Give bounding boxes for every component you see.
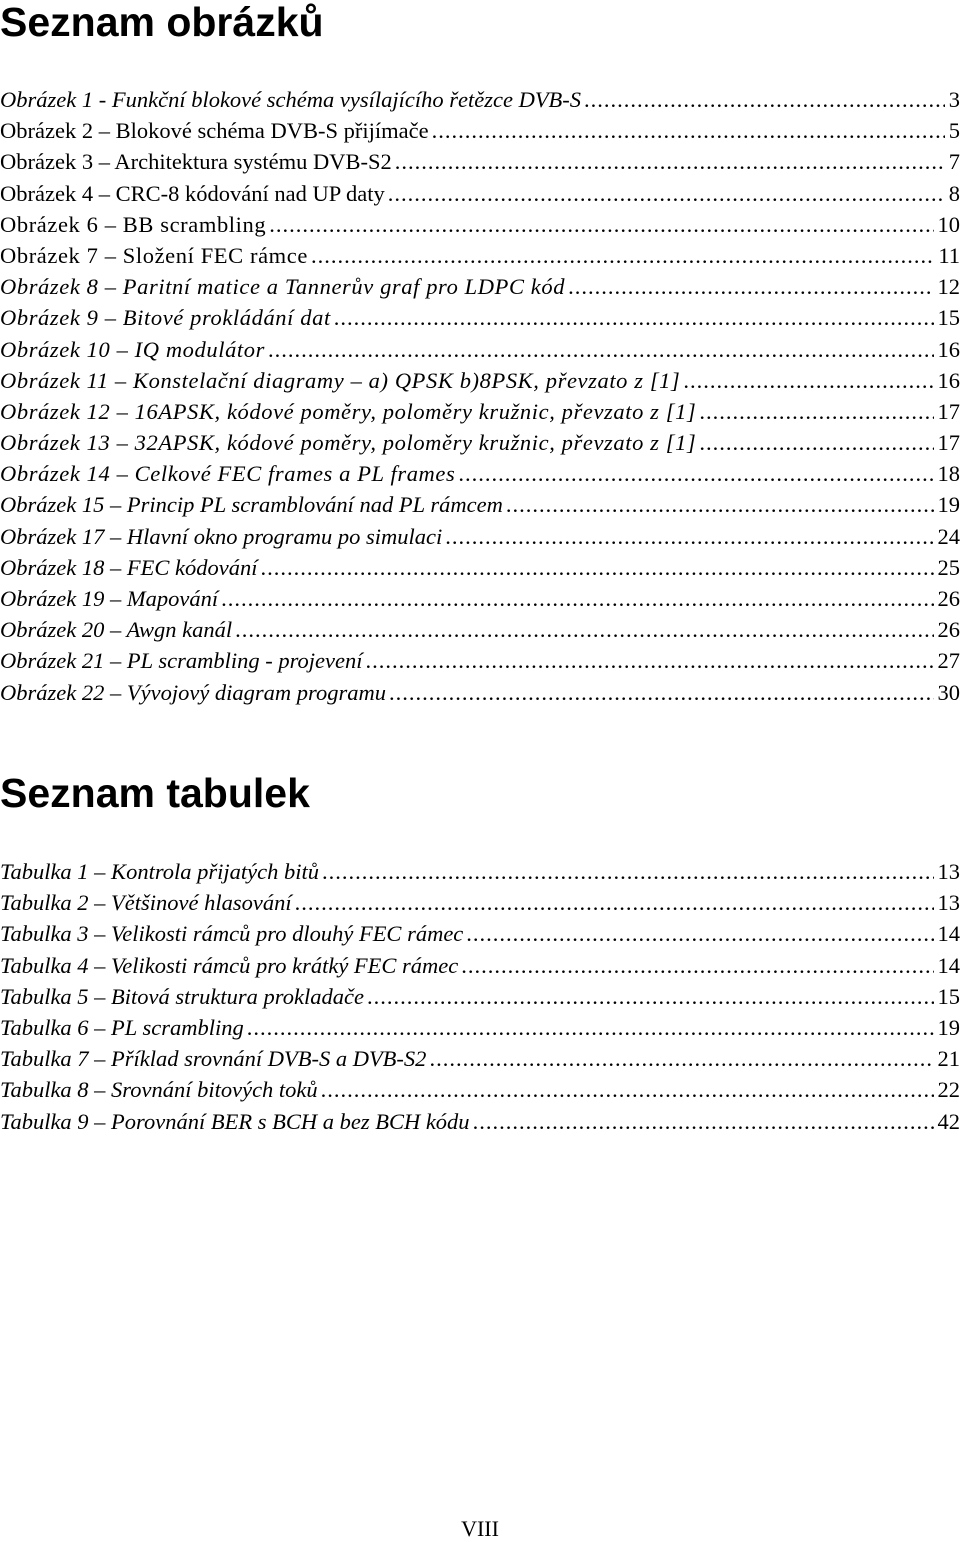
toc-entry-label: Obrázek 8 – Paritní matice a Tannerův graf pro LDPC kód [0,274,566,300]
dot-leader [680,365,933,396]
figure-list-entry[interactable] [0,115,960,146]
figures-list [0,84,960,708]
toc-entry-label: Obrázek 15 – Princip PL scramblování nad PL rámcem [0,492,503,518]
toc-entry-label: Obrázek 14 – Celkové FEC frames a PL frames [0,461,456,487]
toc-entry-page-number: 10 [937,211,960,237]
toc-entry-label: Tabulka 6 – PL scrambling [0,1014,244,1040]
figure-list-entry[interactable] [0,84,960,115]
figure-list-entry[interactable] [0,271,960,302]
toc-entry-label: Obrázek 3 – Architektura systému DVB-S2 [0,149,392,175]
figure-list-entry[interactable] [0,178,960,209]
dot-leader [470,1106,934,1137]
toc-entry-page-number: 8 [948,180,960,206]
figure-list-entry[interactable] [0,427,960,458]
dot-leader [463,918,933,949]
toc-entry-label: Obrázek 4 – CRC-8 kódování nad UP daty [0,180,385,206]
dot-leader [331,302,934,333]
toc-entry-page-number: 27 [937,648,960,674]
toc-entry-label: Obrázek 1 - Funkční blokové schéma vysílajícího řetězce DVB-S [0,87,582,112]
toc-entry-label: Tabulka 7 – Příklad srovnání DVB-S a DVB-S2 [0,1046,427,1072]
toc-entry-page-number: 14 [937,952,960,978]
figure-list-entry[interactable] [0,614,960,645]
table-list-entry[interactable] [0,887,960,918]
toc-entry-label: Obrázek 13 – 32APSK, kódové poměry, poloměry kružnic, převzato z [1] [0,430,697,456]
dot-leader [581,84,945,115]
toc-entry-page-number: 18 [937,461,960,487]
table-list-entry[interactable] [0,1074,960,1105]
toc-entry-page-number: 16 [937,367,960,393]
toc-entry-label: Tabulka 1 – Kontrola přijatých bitů [0,859,319,884]
dot-leader [218,583,933,614]
toc-entry-page-number: 22 [937,1077,960,1103]
dot-leader [503,489,934,520]
toc-entry-page-number: 15 [937,305,960,331]
table-list-entry[interactable] [0,1106,960,1137]
toc-entry-label: Obrázek 22 – Vývojový diagram programu [0,679,386,705]
toc-entry-page-number: 24 [937,523,960,549]
dot-leader [455,458,933,489]
figure-list-entry[interactable] [0,645,960,676]
table-list-entry[interactable] [0,1043,960,1074]
figure-list-entry[interactable] [0,396,960,427]
figure-list-entry[interactable] [0,365,960,396]
toc-entry-page-number: 26 [937,586,960,611]
figure-list-entry[interactable] [0,677,960,708]
toc-entry-label: Tabulka 9 – Porovnání BER s BCH a bez BCH kódu [0,1108,470,1134]
toc-entry-page-number: 26 [937,617,960,643]
toc-entry-label: Obrázek 10 – IQ modulátor [0,336,265,362]
toc-entry-page-number: 5 [948,118,960,144]
toc-entry-label: Obrázek 19 – Mapování [0,586,219,611]
figure-list-entry[interactable] [0,521,960,552]
toc-entry-label: Obrázek 7 – Složení FEC rámce [0,242,308,268]
table-list-entry[interactable] [0,918,960,949]
table-list-entry[interactable] [0,856,960,887]
figure-list-entry[interactable] [0,489,960,520]
figures-list-heading: Seznam obrázků [0,0,324,45]
dot-leader [292,887,934,918]
toc-entry-label: Tabulka 5 – Bitová struktura prokladače [0,983,364,1009]
toc-entry-label: Obrázek 9 – Bitové prokládání dat [0,305,331,331]
table-list-entry[interactable] [0,950,960,981]
dot-leader [565,271,933,302]
figure-list-entry[interactable] [0,302,960,333]
toc-entry-label: Tabulka 2 – Většinové hlasování [0,890,292,916]
toc-entry-page-number: 19 [937,1014,960,1040]
dot-leader [426,1043,933,1074]
toc-entry-page-number: 30 [937,679,960,705]
toc-entry-page-number: 17 [937,430,960,456]
dot-leader [319,856,934,887]
dot-leader [458,950,933,981]
dot-leader [385,178,945,209]
toc-entry-page-number: 19 [937,492,960,518]
toc-entry-page-number: 16 [937,336,960,362]
toc-entry-page-number: 3 [948,87,960,112]
toc-entry-page-number: 15 [937,983,960,1009]
dot-leader [442,521,933,552]
figure-list-entry[interactable] [0,552,960,583]
figure-list-entry[interactable] [0,146,960,177]
dot-leader [429,115,945,146]
dot-leader [232,614,933,645]
toc-entry-label: Obrázek 20 – Awgn kanál [0,617,233,643]
toc-entry-label: Obrázek 6 – BB scrambling [0,211,267,237]
toc-entry-label: Obrázek 11 – Konstelační diagramy – a) QPSK b)8PSK, převzato z [1] [0,367,681,393]
page-number: VIII [461,1516,499,1541]
figure-list-entry[interactable] [0,240,960,271]
dot-leader [696,427,933,458]
dot-leader [696,396,933,427]
tables-list-heading: Seznam tabulek [0,770,310,816]
figure-list-entry[interactable] [0,209,960,240]
table-list-entry[interactable] [0,981,960,1012]
toc-entry-label: Obrázek 18 – FEC kódování [0,554,258,580]
toc-entry-page-number: 14 [937,921,960,947]
toc-entry-page-number: 12 [937,274,960,300]
dot-leader [386,677,934,708]
figure-list-entry[interactable] [0,334,960,365]
dot-leader [318,1074,934,1105]
toc-entry-page-number: 13 [937,859,960,884]
toc-entry-page-number: 21 [937,1046,960,1072]
toc-entry-label: Tabulka 8 – Srovnání bitových toků [0,1077,318,1103]
toc-entry-page-number: 25 [937,554,960,580]
toc-entry-page-number: 13 [937,890,960,916]
tables-list [0,856,960,1137]
toc-entry-label: Obrázek 12 – 16APSK, kódové poměry, poloměry kružnic, převzato z [1] [0,398,697,424]
toc-entry-page-number: 42 [937,1108,960,1134]
dot-leader [257,552,933,583]
figure-list-entry[interactable] [0,583,960,614]
dot-leader [308,240,934,271]
dot-leader [244,1012,934,1043]
figure-list-entry[interactable] [0,458,960,489]
toc-entry-label: Tabulka 3 – Velikosti rámců pro dlouhý FEC rámec [0,921,464,947]
dot-leader [265,334,934,365]
dot-leader [392,146,945,177]
toc-entry-label: Obrázek 17 – Hlavní okno programu po simulaci [0,523,443,549]
toc-entry-label: Tabulka 4 – Velikosti rámců pro krátký FEC rámec [0,952,459,978]
table-list-entry[interactable] [0,1012,960,1043]
toc-entry-page-number: 17 [937,398,960,424]
toc-entry-page-number: 7 [948,149,960,175]
dot-leader [362,645,933,676]
toc-entry-label: Obrázek 21 – PL scrambling - projevení [0,648,363,674]
toc-entry-page-number: 11 [938,242,960,268]
dot-leader [364,981,934,1012]
dot-leader [266,209,933,240]
toc-entry-label: Obrázek 2 – Blokové schéma DVB-S přijímače [0,118,429,144]
